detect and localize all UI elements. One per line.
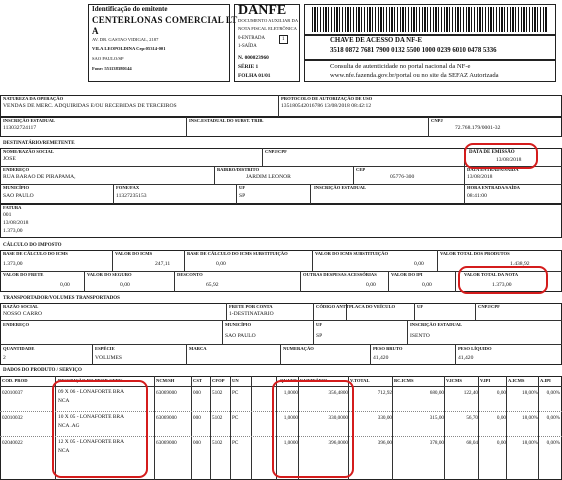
- table-cell-aicms: 18,00%: [522, 390, 538, 396]
- dest-endereco-value: RUA BARAO DE PIRAPAMA,: [3, 174, 76, 180]
- transp-ie-label: INSCRIÇÃO ESTADUAL: [410, 322, 463, 327]
- produtos-section-title: DADOS DO PRODUTO / SERVIÇO: [3, 368, 82, 373]
- table-header-cell: CST: [193, 378, 202, 383]
- dest-cep-label: CEP: [356, 167, 366, 172]
- table-col-divider: [538, 376, 539, 480]
- table-cell-qtd: 1,0000: [283, 440, 298, 446]
- v-prod-value: 1.438,92: [510, 261, 530, 267]
- danfe-desc-1: DOCUMENTO AUXILIAR DA: [238, 18, 299, 23]
- table-cell-vunit: 330,0000: [328, 415, 348, 421]
- table-cell-vipi: 0,00: [496, 415, 506, 421]
- transp-qtd-value: 2: [3, 355, 6, 361]
- ie-value: 113032724117: [3, 125, 37, 131]
- table-col-divider: [230, 376, 231, 480]
- transp-especie-label: ESPÉCIE: [95, 346, 115, 351]
- dest-data-saida-label: DATA ENTRADA/SAÍDA: [467, 167, 519, 172]
- dest-endereco-label: ENDEREÇO: [3, 167, 30, 172]
- table-header-cell: V.ICMS: [446, 378, 462, 383]
- frete-label: VALOR DO FRETE: [3, 272, 44, 277]
- table-header-cell: V.TOTAL: [350, 378, 370, 383]
- transp-bruto-value: 41,420: [373, 355, 389, 361]
- consulta-line-1: Consulta de autenticidade no portal nacional da NF-e: [330, 63, 471, 70]
- transp-uf-label: UF: [417, 304, 424, 309]
- emitente-name-cont: A: [92, 26, 99, 36]
- table-header-cell: DESCRIÇÃO DO PROD./SERV.: [58, 378, 123, 383]
- table-header-cell: BC.ICMS: [394, 378, 414, 383]
- dest-cnpj-label: CNPJ/CPF: [265, 149, 287, 154]
- danfe-numero: N. 000023960: [238, 55, 269, 61]
- transp-placa-label: PLACA DO VEÍCULO: [349, 304, 396, 309]
- transp-municipio-label: MUNICÍPIO: [225, 322, 252, 327]
- seguro-label: VALOR DO SEGURO: [87, 272, 132, 277]
- natureza-value: VENDAS DE MERC. ADQUIRIDAS E/OU RECEBIDAS DE TERCEIROS: [3, 103, 177, 109]
- bc-icms-label: BASE DE CÁLCULO DO ICMS: [3, 251, 68, 256]
- table-cell-cod: 02040022: [2, 440, 23, 446]
- table-cell-qtd: 1,0000: [283, 390, 298, 396]
- table-cell-desc2: NCA: [58, 448, 70, 454]
- table-cell-vunit: 356,4800: [328, 390, 348, 396]
- table-col-divider: [478, 376, 479, 480]
- danfe-title: DANFE: [238, 3, 287, 18]
- table-cell-cod: 02010037: [2, 390, 23, 396]
- table-cell-vipi: 0,00: [496, 440, 506, 446]
- table-cell-bc: 315,00: [429, 415, 444, 421]
- outras-label: OUTRAS DESPESAS ACESSÓRIAS: [303, 272, 377, 277]
- table-col-divider: [191, 376, 192, 480]
- table-cell-vunit: 396,0000: [328, 440, 348, 446]
- dest-uf-label: UF: [239, 185, 246, 190]
- transp-endereco-label: ENDEREÇO: [3, 322, 30, 327]
- table-cell-vtot: 712,92: [377, 390, 392, 396]
- transp-antt-label: CÓDIGO ANTT: [316, 304, 349, 309]
- dest-hora-value: 08:41:00: [467, 193, 487, 199]
- transp-section-title: TRANSPORTADOR/VOLUMES TRANSPORTADOS: [3, 296, 120, 301]
- table-header-cell: COD. PROD: [2, 378, 28, 383]
- dest-ie-label: INSCRIÇÃO ESTADUAL: [314, 185, 367, 190]
- chave-value: 3518 0872 7681 7900 0132 5500 1000 0239 6010 0478 5336: [330, 47, 497, 54]
- table-cell-bc: 378,00: [429, 440, 444, 446]
- highlight-valor-unitario: [272, 380, 354, 478]
- dest-fone-value: 11327235153: [116, 193, 147, 199]
- total-nota-value: 1.373,00: [492, 282, 512, 288]
- fatura-value-2: 13/08/2018: [3, 220, 29, 226]
- dest-nome-value: JOSE: [3, 156, 16, 162]
- table-header-cell: NCM/SH: [156, 378, 175, 383]
- emitente-district: VILA LEOPOLDINA Cep:05314-001: [92, 46, 166, 51]
- table-cell-desc2: NCA: [58, 398, 70, 404]
- v-st-label: VALOR DO ICMS SUBSTITUIÇÃO: [315, 251, 389, 256]
- table-cell-vicms: 68,04: [466, 440, 478, 446]
- highlight-data-emissao: [464, 143, 538, 169]
- dest-nome-label: NOME/RAZÃO SOCIAL: [3, 149, 54, 154]
- table-cell-vicms: 56,70: [466, 415, 478, 421]
- ipi-label: VALOR DO IPI: [391, 272, 423, 277]
- fatura-label: FATURA: [3, 205, 22, 210]
- highlight-valor-total-nota: [458, 266, 548, 294]
- table-cell-ncm: 63069000: [156, 440, 177, 446]
- transp-box: [0, 303, 562, 365]
- table-header-cell: CFOP: [212, 378, 225, 383]
- outras-value: 0,00: [366, 282, 376, 288]
- transp-liquido-label: PESO LÍQUIDO: [458, 346, 492, 351]
- dest-municipio-label: MUNICÍPIO: [3, 185, 30, 190]
- table-cell-vtot: 330,00: [377, 415, 392, 421]
- desconto-value: 65,92: [206, 282, 219, 288]
- danfe-entrada: 0-ENTRADA: [238, 36, 265, 41]
- frete-value: 0,00: [60, 282, 70, 288]
- fatura-value-3: 1.373,00: [3, 228, 23, 234]
- dest-fone-label: FONE/FAX: [116, 185, 140, 190]
- table-col-divider: [210, 376, 211, 480]
- table-header-cell: A.IPI: [540, 378, 551, 383]
- transp-cnpj-label: CNPJ/CPF: [478, 304, 500, 309]
- table-cell-cst: 000: [193, 415, 201, 421]
- table-cell-un: PC: [232, 440, 239, 446]
- dest-data-emissao-value: 13/08/2018: [496, 157, 522, 163]
- table-cell-cfop: 5102: [212, 415, 223, 421]
- dest-data-saida-value: 13/08/2018: [467, 174, 493, 180]
- fatura-box: [0, 204, 562, 238]
- emitente-phone: Fone: 551138380144: [92, 66, 132, 71]
- v-st-value: 0,00: [414, 261, 424, 267]
- dest-section-title: DESTINATÁRIO/REMETENTE: [3, 141, 75, 146]
- table-cell-aipi: 0,00%: [546, 440, 560, 446]
- dest-uf-value: SP: [239, 193, 246, 199]
- table-cell-aicms: 18,00%: [522, 415, 538, 421]
- table-cell-un: PC: [232, 390, 239, 396]
- bc-icms-value: 1.373,00: [3, 261, 23, 267]
- transp-uf2-label: UF: [316, 322, 323, 327]
- v-icms-value: 247,11: [155, 261, 171, 267]
- table-header-cell: V.UNITÁRIO: [300, 378, 328, 383]
- protocolo-label: PROTOCOLO DE AUTORIZAÇÃO DE USO: [281, 96, 373, 101]
- table-cell-qtd: 1,0000: [283, 415, 298, 421]
- transp-numeracao-label: NUMERAÇÃO: [283, 346, 314, 351]
- dest-hora-label: HORA ENTRADA/SAÍDA: [467, 185, 520, 190]
- table-cell-cfop: 5102: [212, 440, 223, 446]
- table-cell-vicms: 122,40: [463, 390, 478, 396]
- dest-data-emissao-label: DATA DE EMISSÃO: [469, 150, 515, 155]
- transp-ie-value: ISENTO: [410, 333, 430, 339]
- danfe-saida: 1-SAÍDA: [238, 44, 257, 49]
- table-cell-cst: 000: [193, 390, 201, 396]
- emitente-city: SAO PAULO/SP: [92, 56, 124, 61]
- table-col-divider: [392, 376, 393, 480]
- bc-st-value: 0,00: [216, 261, 226, 267]
- table-col-divider: [154, 376, 155, 480]
- danfe-folha: FOLHA 01/01: [238, 73, 271, 79]
- dest-bairro-label: BAIRRO/DISTRITO: [217, 167, 260, 172]
- transp-municipio-value: SAO PAULO: [225, 333, 256, 339]
- fatura-value-1: 001: [3, 212, 12, 218]
- transp-razao-label: RAZÃO SOCIAL: [3, 304, 39, 309]
- table-col-divider: [506, 376, 507, 480]
- table-cell-ncm: 63069000: [156, 390, 177, 396]
- protocolo-value: 135180542016786 13/08/2018 08:42:12: [281, 103, 372, 109]
- transp-liquido-value: 41,420: [458, 355, 474, 361]
- consulta-line-2: www.nfe.fazenda.gov.br/portal ou no site da SEFAZ Autorizada: [330, 72, 499, 79]
- table-cell-vtot: 396,00: [377, 440, 392, 446]
- ie-label: INSCRIÇÃO ESTADUAL: [3, 118, 56, 123]
- desconto-label: DESCONTO: [177, 272, 203, 277]
- table-header-cell: UN: [232, 378, 239, 383]
- table-header-cell: A.ICMS: [508, 378, 525, 383]
- imposto-section-title: CÁLCULO DO IMPOSTO: [3, 243, 62, 248]
- iest-label: INSC.ESTADUAL DO SUBST. TRIB.: [189, 118, 264, 123]
- dest-bairro-value: JARDIM LEONOR: [246, 174, 291, 180]
- cnpj-value: 72.768.179/0001-32: [455, 125, 501, 131]
- natureza-label: NATUREZA DA OPERAÇÃO: [3, 96, 64, 101]
- table-cell-bc: 680,00: [429, 390, 444, 396]
- transp-qtd-label: QUANTIDADE: [3, 346, 35, 351]
- total-nota-label: VALOR TOTAL DA NOTA: [464, 272, 519, 277]
- dest-cep-value: 05776-300: [390, 174, 415, 180]
- dest-municipio-value: SAO PAULO: [3, 193, 34, 199]
- v-prod-label: VALOR TOTAL DOS PRODUTOS: [440, 251, 510, 256]
- table-cell-cod: 02010032: [2, 415, 23, 421]
- danfe-desc-2: NOTA FISCAL ELETRÔNICA: [238, 26, 297, 31]
- cnpj-label: CNPJ: [431, 118, 443, 123]
- table-header-cell: V.IPI: [480, 378, 491, 383]
- transp-especie-value: VOLUMES: [95, 355, 123, 361]
- table-cell-desc1: 12 X 05 - LONAFORTE BRA: [58, 439, 125, 445]
- seguro-value: 0,00: [120, 282, 130, 288]
- bc-st-label: BASE DE CÁLCULO DO ICMS SUBSTITUIÇÃO: [187, 251, 288, 256]
- chave-label: CHAVE DE ACESSO DA NF-E: [330, 37, 423, 44]
- danfe-serie: SÉRIE 1: [238, 64, 259, 70]
- transp-bruto-label: PESO BRUTO: [373, 346, 403, 351]
- ipi-value: 0,00: [422, 282, 432, 288]
- table-cell-vipi: 0,00: [496, 390, 506, 396]
- barcode: [312, 7, 548, 32]
- table-cell-desc1: 09 X 06 - LONAFORTE BRA: [58, 389, 125, 395]
- table-cell-ncm: 63069000: [156, 415, 177, 421]
- table-cell-desc1: 10 X 05 - LONAFORTE BRA: [58, 414, 125, 420]
- highlight-descricao: [52, 380, 148, 478]
- table-cell-desc2: NCA .AG: [58, 423, 80, 429]
- emitente-name: CENTERLONAS COMERCIAL LT: [92, 15, 238, 25]
- emitente-address: AV. DR. GASTAO VIDIGAL, 2187: [92, 37, 159, 42]
- table-cell-cst: 000: [193, 440, 201, 446]
- table-header-cell: QUANT.: [280, 378, 298, 383]
- table-cell-aicms: 18,00%: [522, 440, 538, 446]
- transp-frete-label: FRETE POR CONTA: [229, 304, 273, 309]
- transp-uf2-value: SP: [316, 333, 323, 339]
- table-col-divider: [444, 376, 445, 480]
- table-col-divider: [251, 376, 252, 480]
- table-cell-cfop: 5102: [212, 390, 223, 396]
- transp-razao-value: NOSSO CARRO: [3, 311, 43, 317]
- table-cell-un: PC: [232, 415, 239, 421]
- transp-marca-label: MARCA: [189, 346, 207, 351]
- table-cell-aipi: 0,00%: [546, 415, 560, 421]
- v-icms-label: VALOR DO ICMS: [115, 251, 153, 256]
- table-cell-aipi: 0,00%: [546, 390, 560, 396]
- danfe-tipo-value: 1: [282, 37, 285, 42]
- emitente-title: Identificação do emitente: [92, 5, 168, 13]
- transp-frete-value: 1-DESTINATARIO: [229, 311, 274, 317]
